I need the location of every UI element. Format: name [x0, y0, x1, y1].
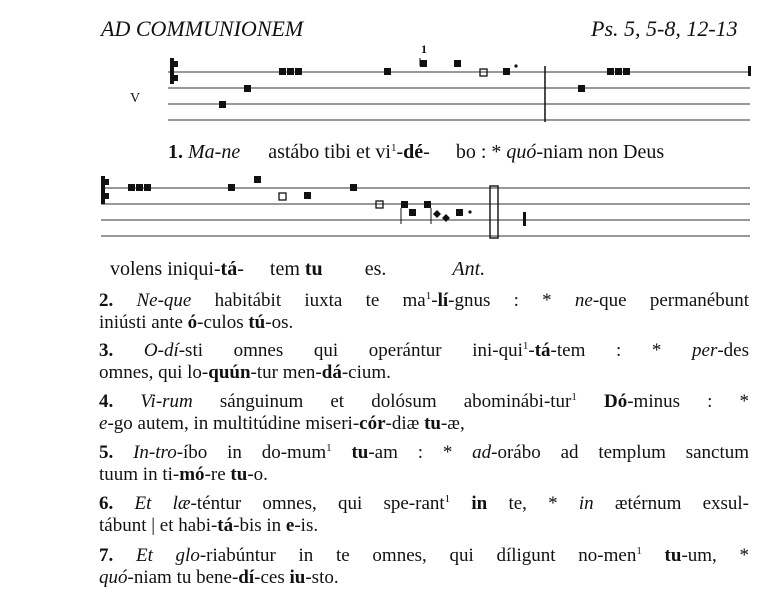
verse-segment: in — [578, 493, 594, 514]
verse-segment: 1 — [425, 290, 432, 302]
verse-segment: tá — [217, 515, 234, 536]
verse-segment: -am : * — [368, 442, 473, 463]
verse-line — [99, 493, 749, 515]
verse-segment: - — [431, 290, 438, 311]
verse-segment: ad — [472, 442, 492, 463]
verse-segment: In-tro — [133, 442, 177, 463]
neume-group — [128, 176, 526, 226]
verse-segment: tuum in ti- — [99, 464, 180, 485]
verse-line — [99, 340, 749, 362]
verse-segment: lí — [437, 290, 449, 311]
verse-segment: tu — [424, 413, 441, 434]
verse-segment: -que permanébunt — [592, 290, 749, 311]
verse-segment: -tem : * — [550, 340, 693, 361]
verse-segment: 5. — [99, 442, 134, 463]
pre-numeral: 1 — [421, 42, 427, 56]
c-clef-icon — [101, 176, 109, 204]
verse-segment: 1 — [326, 442, 332, 454]
verse-segment: ætérnum exsul- — [593, 493, 749, 514]
verse-segment: 1 — [522, 340, 529, 352]
verse-segment: tu — [664, 545, 682, 566]
verse-segment — [450, 493, 471, 514]
lyric-syllable: Ma-ne — [188, 141, 241, 163]
verse-segment: Vi-rum — [140, 391, 193, 412]
verse-segment: 1 — [571, 391, 577, 403]
verse-segment: omnes, qui lo- — [99, 362, 209, 383]
verse-segment: tábunt | et habi- — [99, 515, 218, 536]
verse-segment: ó — [187, 312, 198, 333]
lyric-syllable: - — [396, 141, 404, 163]
verse-segment: e — [99, 413, 108, 434]
verse-segment: -sti omnes qui operántur ini-qui — [178, 340, 523, 361]
verse-segment: -orábo ad templum sanctum — [491, 442, 750, 463]
verse-segment: 3. — [99, 340, 144, 361]
verse-segment: per — [692, 340, 718, 361]
verse-segment: -æ, — [440, 413, 465, 434]
verse-line — [99, 545, 749, 567]
verse-segment: -um, * — [681, 545, 750, 566]
verse-segment — [332, 442, 352, 463]
verse-segment: -cium. — [341, 362, 391, 383]
lyric-syllable: quó — [506, 141, 537, 163]
verse-segment: dá — [321, 362, 342, 383]
verse-segment — [642, 545, 665, 566]
lyric-syllable: volens iniqui- — [110, 258, 221, 280]
verse-segment: 6. — [99, 493, 135, 514]
verse-line — [99, 391, 749, 413]
verse-segment: O-dí — [143, 340, 179, 361]
verse-segment: -tur men- — [250, 362, 322, 383]
verse-segment — [577, 391, 604, 412]
psalm-reference: Ps. 5, 5-8, 12-13 — [591, 16, 738, 41]
verse-segment: -is. — [294, 515, 319, 536]
verse-line — [99, 464, 749, 486]
verse-segment: Et glo — [135, 545, 200, 566]
verse-segment: Ne-que — [136, 290, 192, 311]
verse-line — [99, 362, 749, 384]
lyric-syllable: 1 — [390, 142, 397, 154]
verse-line — [99, 290, 749, 312]
verse-number: 1. — [168, 141, 183, 163]
psalm-verse — [99, 290, 749, 334]
verse-segment: Et læ — [134, 493, 191, 514]
verse-segment: iu — [289, 567, 306, 588]
verse-line — [99, 312, 749, 334]
verse-segment: -íbo in do-mum — [176, 442, 327, 463]
lyric-syllable: es. — [364, 258, 387, 280]
verse-line — [99, 567, 749, 589]
verse-segment: quún — [208, 362, 251, 383]
verse-segment: -culos — [197, 312, 249, 333]
verse-segment: tá — [534, 340, 551, 361]
verse-segment: tú — [248, 312, 266, 333]
verse-segment: -minus : * — [627, 391, 750, 412]
psalm-verse — [99, 545, 749, 589]
lyric-syllable: astábo tibi et vi — [268, 141, 391, 163]
verse-segment: e — [285, 515, 295, 536]
verse-segment: -diæ — [385, 413, 425, 434]
verse-segment: in — [471, 493, 488, 514]
verse-line — [99, 413, 749, 435]
verse-line — [99, 515, 749, 537]
verse-segment: -re — [204, 464, 231, 485]
verse-segment: Dó — [604, 391, 628, 412]
lyric-syllable: - — [423, 141, 430, 163]
verse-segment: -sto. — [305, 567, 339, 588]
verse-segment: -niam tu bene- — [127, 567, 239, 588]
lyric-syllable: tu — [304, 258, 323, 280]
verse-segment: iniústi ante — [99, 312, 188, 333]
lyric-syllable: - — [237, 258, 244, 280]
psalm-verse — [99, 391, 749, 435]
psalm-verse — [99, 442, 749, 486]
psalm-verse — [99, 493, 749, 537]
verse-line — [99, 442, 749, 464]
verse-segment: -os. — [265, 312, 294, 333]
verse-segment: -téntur omnes, qui spe-rant — [190, 493, 445, 514]
verse-segment: -ces — [254, 567, 290, 588]
lyric-syllable: -niam non Deus — [536, 141, 665, 163]
verse-segment: 4. — [99, 391, 141, 412]
antiphon-marker: Ant. — [452, 258, 486, 280]
verse-segment: habitábit iuxta te ma — [191, 290, 426, 311]
verse-segment: 7. — [99, 545, 136, 566]
verse-segment: - — [528, 340, 535, 361]
chant-lyric-line-2 — [110, 258, 485, 281]
verse-segment: -riabúntur in te omnes, qui díligunt no-men — [199, 545, 637, 566]
verse-segment: cór — [359, 413, 386, 434]
verse-segment: sánguinum et dolósum abominábi-tur — [192, 391, 572, 412]
verse-segment: -go autem, in multitúdine miseri- — [107, 413, 360, 434]
lyric-syllable: bo : * — [455, 141, 507, 163]
verse-segment: quó — [99, 567, 128, 588]
lyric-syllable: tem — [269, 258, 300, 280]
verse-segment: te, * — [487, 493, 579, 514]
verse-segment: tu — [351, 442, 369, 463]
verse-segment: 1 — [444, 493, 451, 505]
verse-segment: 2. — [99, 290, 137, 311]
verse-segment: tu — [230, 464, 248, 485]
verse-segment: -gnus : * — [448, 290, 575, 311]
verse-segment: ne — [574, 290, 593, 311]
psalm-verse — [99, 340, 749, 384]
chant-staff-2 — [0, 0, 782, 260]
verse-segment: 1 — [636, 545, 642, 557]
verse-segment: -bis in — [233, 515, 286, 536]
lyric-syllable: dé — [403, 141, 424, 163]
verse-marker: V — [130, 91, 141, 106]
page-title: AD COMMUNIONEM — [101, 16, 304, 41]
verse-segment: dí — [238, 567, 255, 588]
verse-segment: -des — [717, 340, 749, 361]
verse-segment: mó — [179, 464, 205, 485]
lyric-syllable: tá — [220, 258, 238, 280]
verse-segment: -o. — [247, 464, 268, 485]
